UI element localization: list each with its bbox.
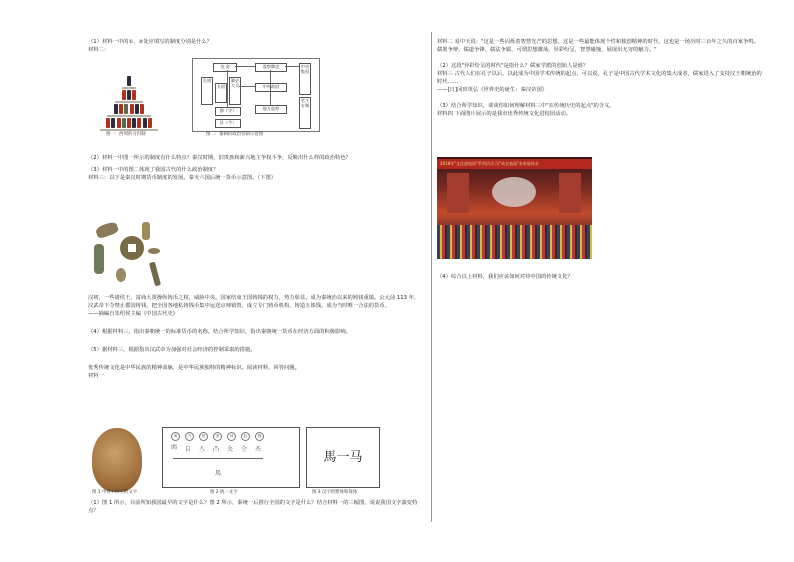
chancellor-box: 丞相 xyxy=(201,77,213,105)
material-3-passage xyxy=(88,294,423,380)
material-1-label: 材料一 xyxy=(88,373,104,379)
censor-box: 御史大夫 xyxy=(229,77,241,105)
local-supervision-box: 地方监察 xyxy=(255,105,287,114)
oracle-bone-artifact xyxy=(92,428,142,492)
question-2: （2）材料一中图一所示的制度有什么特点？秦汉时期，旧贵族和新兴地主争权斗争，反映出什么样的政治特色？ xyxy=(88,155,351,161)
question-3: （3）材料一中的图二体现了我国古代的什么政治制度？ xyxy=(88,167,219,173)
figure-2-caption: 图二：秦朝的政治管制示意图 xyxy=(206,132,264,137)
unified-script-frame: 秦 齐 楚 燕 韩 赵 魏 𢊁 𠂤 亼 凸 仌 仝 丕 馬 xyxy=(162,427,300,488)
question-6: （1）图 1 所示，目前所知我国最早的文字是什么？图 2 所示，秦统一后推行全国的文字是什么？结合材料一的三幅图，说说我国文字演变特点？ xyxy=(88,500,418,514)
caption-figure-2: 图 2 统一文字 xyxy=(210,490,238,495)
horse-character-box: 馬一马 xyxy=(306,427,380,488)
question-3-right: （3）结合所学知识，谈谈你如何理解材料三中"在传统历史的起点"的含义。 xyxy=(437,103,615,109)
photo-banner xyxy=(437,159,592,169)
supervisor-box: 监察御史 xyxy=(255,63,287,72)
caption-figure-1: 图 1 甲骨卜辞上的文字 xyxy=(92,490,138,495)
left-bottom-text xyxy=(88,499,423,515)
autocracy-box: 君主专制 xyxy=(299,97,311,129)
material-2-right: 材料二 易中天说："这是一些闪烁着智慧光芒的思想，这是一些最能体现个性和独创精神的时代，这也是一场历时三百年之久的百家争鸣。儒墨争辩，儒道争锋，儒法争霸，可谓思想激荡，异彩纷呈，智慧碰撞，展现出无穷的魅力。" xyxy=(437,39,759,53)
caption-figure-3: 图 3 汉字的繁体和简体 xyxy=(312,490,358,495)
campus-culture-photo xyxy=(437,157,592,259)
coins-figure xyxy=(92,218,172,288)
material-3-source: ——摘编自朱绍侯主编《中国古代史》 xyxy=(88,311,179,317)
figure-1-caption: 图一：西周的分封制 xyxy=(106,132,146,137)
right-top-text xyxy=(437,38,762,118)
centralization-box: 中央集权 xyxy=(299,63,311,95)
photo-banner-text: 2018年"文化进校园"系列活动 汉"成长家园"未来展风采 xyxy=(440,161,539,166)
material-3: 材料三：以下是秦汉时期货币制度的发展。秦灭六国后统一货币示意图。（下图） xyxy=(88,175,277,181)
question-5: （5）据材料三，根据指出汉武帝为加强对社会经济的控制采取的措施。 xyxy=(88,347,256,353)
question-2-right: （2）这段"异彩纷呈的时代"是指什么？儒家学派的创始人是谁？ xyxy=(437,63,589,69)
left-top-text xyxy=(88,38,423,54)
prefecture-box: 郡（守） xyxy=(215,107,241,116)
feudal-pyramid-figure xyxy=(99,76,159,132)
left-middle-text xyxy=(88,154,423,182)
commander-box: 太尉 xyxy=(215,83,227,103)
material-3-right: 材料三 古代人们在孔子以后，以此成为中国学术传统的起点，可以说，孔子是中国古代学术文化的集大成者，儒家进入了支持汉王朝统治的时代…… xyxy=(437,71,762,85)
material-2-label: 材料二： xyxy=(88,47,110,53)
central-government-box: 中央政府 xyxy=(255,83,287,92)
material-4-right: 材料四 下面图片展示的是我市优秀传统文化进校园活动。 xyxy=(437,111,572,117)
column-divider xyxy=(431,32,432,522)
culture-intro: 优秀传统文化是中华民族的精神命脉，是中华民族独特的精神标识。阅读材料，回答问题。 xyxy=(88,365,300,371)
emperor-box: 皇 帝 xyxy=(213,63,237,72)
question-4: （4）根据材料三，指出秦朝统一的标准货币的名称。结合所学知识，指出秦朝统一货币在经济方面的积极影响。 xyxy=(88,329,351,335)
qin-politics-diagram xyxy=(192,58,320,132)
question-1: （1）材料一中的①、②处应填写的制度分别是什么？ xyxy=(88,39,213,45)
right-bottom-text xyxy=(437,273,762,281)
material-3-right-source: ——[日]冈田英弘《世界史的诞生：秦汉帝国》 xyxy=(437,87,548,93)
question-4-right: （4）综合以上材料，我们应该如何对待中国的传统文化？ xyxy=(437,274,573,280)
material-3-text: 汉初，一些诸侯王、富商大贾操纵铸币之权，威胁中央。国家结束王国铸钱的权力，势力彰显。成为秦统治以来的铸钱重镇。公元前 113 年，汉武帝下令禁止郡国铸钱，把全国各地私铸钱币集中运送京师销毁，成立专门铸币机构，铸造五铢钱。成为当时唯一合法的货币。 xyxy=(88,295,420,309)
county-box: 县（令） xyxy=(215,119,241,128)
